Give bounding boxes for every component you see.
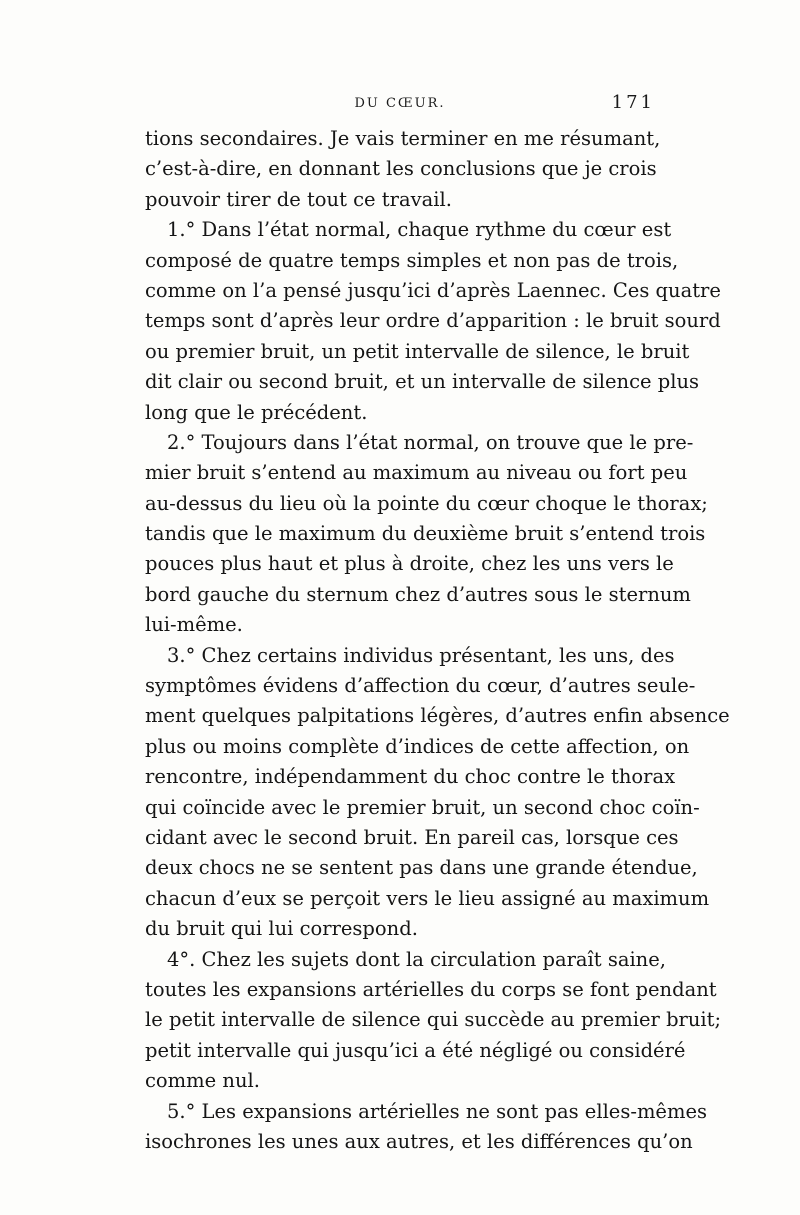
text-line: qui coïncide avec le premier bruit, un second choc coïn- — [145, 795, 700, 819]
text-line: le petit intervalle de silence qui succède au premier bruit; — [145, 1008, 722, 1032]
text-line: petit intervalle qui jusqu’ici a été négligé ou considéré — [145, 1038, 686, 1062]
text-line: c’est-à-dire, en donnant les conclusions que je crois — [145, 157, 657, 181]
text-line: 5.° Les expansions artérielles ne sont pas elles-mêmes — [167, 1099, 708, 1123]
text-line: 3.° Chez certains individus présentant, les uns, des — [167, 643, 675, 667]
text-line: temps sont d’après leur ordre d’apparition : le bruit sourd — [145, 309, 721, 333]
text-line: comme on l’a pensé jusqu’ici d’après Laennec. Ces quatre — [145, 278, 721, 302]
text-line: du bruit qui lui correspond. — [145, 917, 418, 941]
text-line: chacun d’eux se perçoit vers le lieu assigné au maximum — [145, 886, 710, 910]
running-title: DU CŒUR. — [354, 96, 446, 111]
text-line: 2.° Toujours dans l’état normal, on trouve que le pre- — [167, 430, 694, 454]
text-line: lui-même. — [145, 613, 243, 637]
text-line: 1.° Dans l’état normal, chaque rythme du cœur est — [167, 218, 672, 242]
text-line: isochrones les unes aux autres, et les différences qu’on — [145, 1129, 693, 1153]
text-line: pouvoir tirer de tout ce travail. — [145, 187, 452, 211]
text-line: composé de quatre temps simples et non pas de trois, — [145, 248, 679, 272]
text-line: plus ou moins complète d’indices de cette affection, on — [145, 734, 690, 758]
text-line: bord gauche du sternum chez d’autres sous le sternum — [145, 582, 691, 606]
text-line: tandis que le maximum du deuxième bruit s’entend trois — [145, 522, 706, 546]
text-line: symptômes évidens d’affection du cœur, d’autres seule- — [145, 674, 696, 698]
text-line: toutes les expansions artérielles du corps se font pendant — [145, 977, 717, 1001]
body-text — [145, 124, 730, 1157]
text-line: long que le précédent. — [145, 400, 368, 424]
text-line: mier bruit s’entend au maximum au niveau ou fort peu — [145, 461, 688, 485]
text-line: cidant avec le second bruit. En pareil cas, lorsque ces — [145, 825, 679, 849]
text-line: comme nul. — [145, 1069, 260, 1093]
text-line: deux chocs ne se sentent pas dans une grande étendue, — [145, 856, 698, 880]
text-line: tions secondaires. Je vais terminer en me résumant, — [145, 127, 661, 150]
text-line: 4°. Chez les sujets dont la circulation paraît saine, — [167, 947, 666, 971]
text-line: ment quelques palpitations légères, d’autres enfin absence — [145, 704, 730, 728]
text-line: ou premier bruit, un petit intervalle de silence, le bruit — [145, 339, 690, 363]
text-line: dit clair ou second bruit, et un intervalle de silence plus — [145, 370, 700, 394]
running-head — [145, 92, 655, 118]
page-number: 171 — [611, 92, 655, 113]
text-line: rencontre, indépendamment du choc contre le thorax — [145, 765, 676, 789]
text-line: pouces plus haut et plus à droite, chez les uns vers le — [145, 552, 674, 576]
text-line: au-dessus du lieu où la pointe du cœur choque le thorax; — [145, 491, 708, 515]
